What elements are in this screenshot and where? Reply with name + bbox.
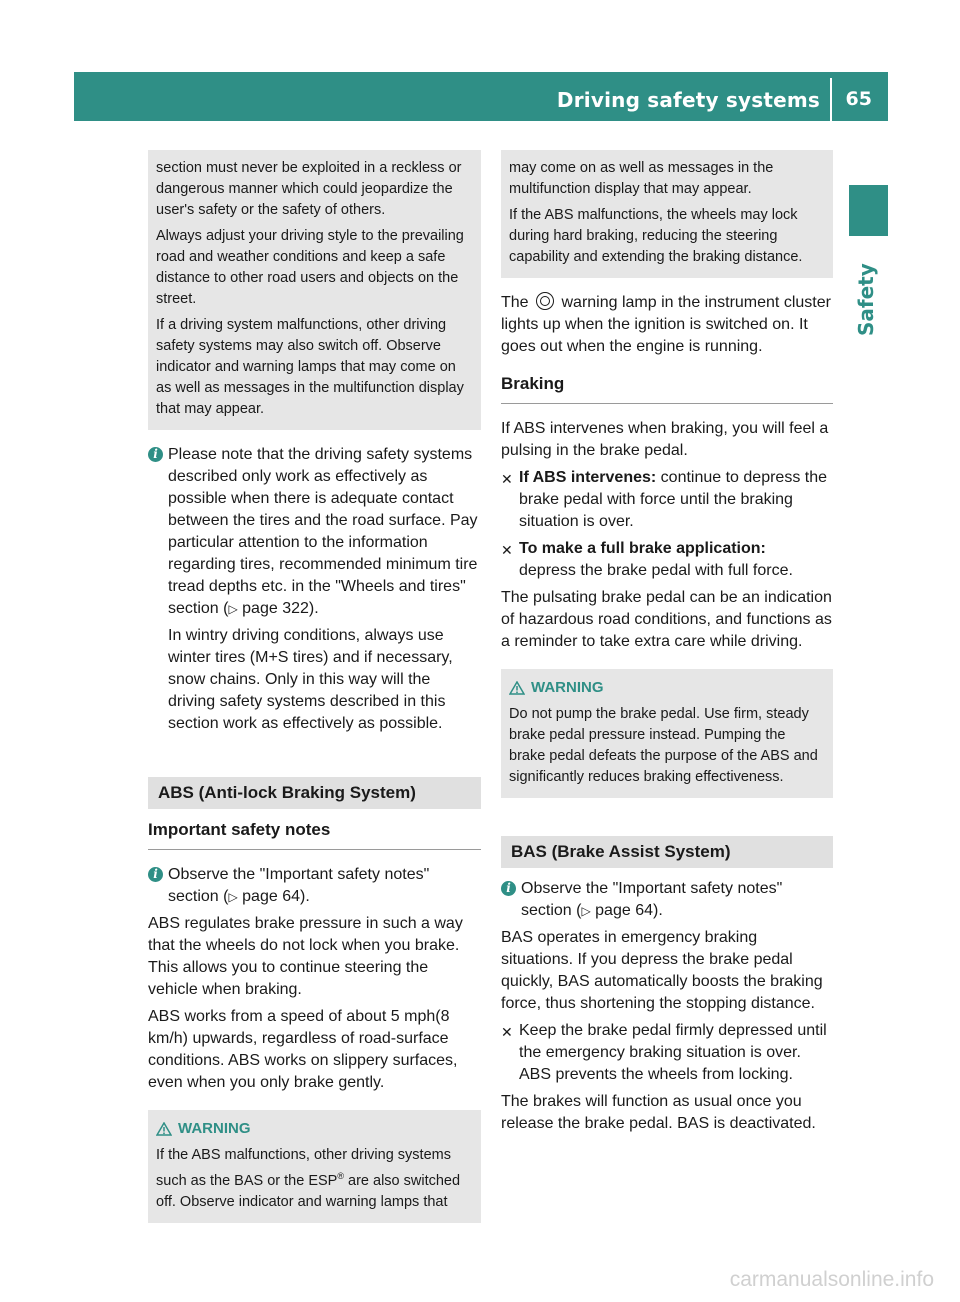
page-ref-text[interactable]: page 64). <box>237 888 310 905</box>
info-icon: i <box>501 881 516 896</box>
page-number: 65 <box>845 88 872 110</box>
page-ref-text[interactable]: page 322). <box>237 600 319 617</box>
step-label: To make a full brake application: <box>519 540 766 557</box>
step-text: continue to depress the brake pedal with force until the braking situation is over. <box>519 469 827 530</box>
info-paragraph <box>168 864 481 908</box>
safety-note-box <box>148 150 481 430</box>
info-paragraph: In wintry driving conditions, always use winter tires (M+S tires) and if necessary, snow chains. Only in this way will the driving safety systems described in this section work as effectively as possible. <box>168 627 453 732</box>
step-label: If ABS intervenes: <box>519 469 657 486</box>
warning-label: WARNING <box>531 679 604 696</box>
body-text: warning lamp in the instrument cluster lights up when the ignition is switched on. It goes out when the engine is running. <box>501 294 831 355</box>
side-tab-label: Safety <box>854 263 878 336</box>
box-paragraph: If a driving system malfunctions, other driving safety systems may also switch off. Observe indicator and warning lamps that may come on as well as messages in the multifunction display that may appear. <box>156 317 464 417</box>
registered-mark: ® <box>337 1171 344 1181</box>
right-column <box>501 150 833 1140</box>
info-text: Please note that the driving safety systems described only work as effectively as possible when there is adequate contact between the tires and the road surface. Pay particular attention to the information regarding tires, recommended minimum tire tread depths etc. in the "Wheels and tires" section ( <box>168 446 478 617</box>
info-note <box>148 444 481 735</box>
warning-box <box>501 669 833 798</box>
warning-text-part: If the ABS malfunctions, other driving systems such as the BAS or the ESP <box>156 1147 451 1189</box>
body-paragraph: The brakes will function as usual once you release the brake pedal. BAS is deactivated. <box>501 1093 816 1132</box>
watermark: carmanualsonline.info <box>729 1268 934 1291</box>
info-paragraph <box>168 444 481 620</box>
body-paragraph: BAS operates in emergency braking situations. If you depress the brake pedal quickly, BAS automatically boosts the braking force, thus shortening the stopping distance. <box>501 929 823 1012</box>
step-text: Keep the brake pedal firmly depressed until the emergency braking situation is over. ABS prevents the wheels from locking. <box>519 1022 827 1083</box>
abs-warning-lamp-icon <box>536 292 554 310</box>
info-note <box>148 864 481 908</box>
body-paragraph: The pulsating brake pedal can be an indication of hazardous road conditions, and functions as a reminder to take extra care while driving. <box>501 589 832 650</box>
warning-box <box>148 1110 481 1223</box>
info-icon: i <box>148 447 163 462</box>
step-text: depress the brake pedal with full force. <box>519 562 793 579</box>
box-paragraph: If the ABS malfunctions, the wheels may lock during hard braking, reducing the steering capability and extending the braking distance. <box>509 207 803 265</box>
page-ref-arrow-icon[interactable]: ▷ <box>228 602 238 616</box>
subheading-braking: Braking <box>501 363 833 404</box>
instruction-step <box>501 467 833 533</box>
box-paragraph: may come on as well as messages in the multifunction display that may appear. <box>509 160 774 197</box>
side-tab-marker <box>849 185 888 236</box>
step-arrow-icon: ✕ <box>501 471 513 487</box>
step-arrow-icon: ✕ <box>501 1024 513 1040</box>
body-paragraph: ABS regulates brake pressure in such a way that the wheels do not lock when you brake. This allows you to continue steering the vehicle when braking. <box>148 915 463 998</box>
box-paragraph: section must never be exploited in a reckless or dangerous manner which could jeopardize the user's safety or the safety of others. <box>156 160 462 218</box>
warning-heading <box>509 677 825 698</box>
info-note <box>501 878 833 922</box>
header-bar <box>74 72 888 121</box>
warning-heading <box>156 1118 473 1139</box>
body-paragraph <box>501 292 833 358</box>
warning-text-part: are also switched off. Observe indicator and warning lamps that <box>156 1172 461 1210</box>
warning-text: Do not pump the brake pedal. Use firm, steady brake pedal pressure instead. Pumping the brake pedal defeats the purpose of the ABS and significantly reduces braking effectiveness. <box>509 706 818 785</box>
warning-triangle-icon <box>156 1122 172 1136</box>
left-column <box>148 150 481 1223</box>
section-heading-bas: BAS (Brake Assist System) <box>501 836 833 868</box>
subheading-important-safety-notes: Important safety notes <box>148 809 481 850</box>
page-ref-arrow-icon[interactable]: ▷ <box>228 890 238 904</box>
section-heading-abs: ABS (Anti-lock Braking System) <box>148 777 481 809</box>
step-arrow-icon: ✕ <box>501 542 513 558</box>
instruction-step <box>501 1020 833 1086</box>
body-paragraph: If ABS intervenes when braking, you will feel a pulsing in the brake pedal. <box>501 420 829 459</box>
body-paragraph: ABS works from a speed of about 5 mph(8 km/h) upwards, regardless of road-surface conditions. ABS works on slippery surfaces, even when you only brake gently. <box>148 1008 458 1091</box>
page-ref-text[interactable]: page 64). <box>590 902 663 919</box>
instruction-step <box>501 538 833 582</box>
page-title: Driving safety systems <box>556 88 820 112</box>
warning-label: WARNING <box>178 1120 251 1137</box>
header-divider <box>830 78 832 121</box>
body-text: The <box>501 294 529 311</box>
info-text: Observe the "Important safety notes" section ( <box>521 880 783 919</box>
info-paragraph <box>521 878 833 922</box>
warning-triangle-icon <box>509 681 525 695</box>
page-ref-arrow-icon[interactable]: ▷ <box>581 904 591 918</box>
info-text: Observe the "Important safety notes" section ( <box>168 866 430 905</box>
warning-continued-box <box>501 150 833 278</box>
info-icon: i <box>148 867 163 882</box>
box-paragraph: Always adjust your driving style to the prevailing road and weather conditions and keep a safe distance to other road users and objects on the street. <box>156 228 464 307</box>
warning-text <box>156 1145 473 1213</box>
